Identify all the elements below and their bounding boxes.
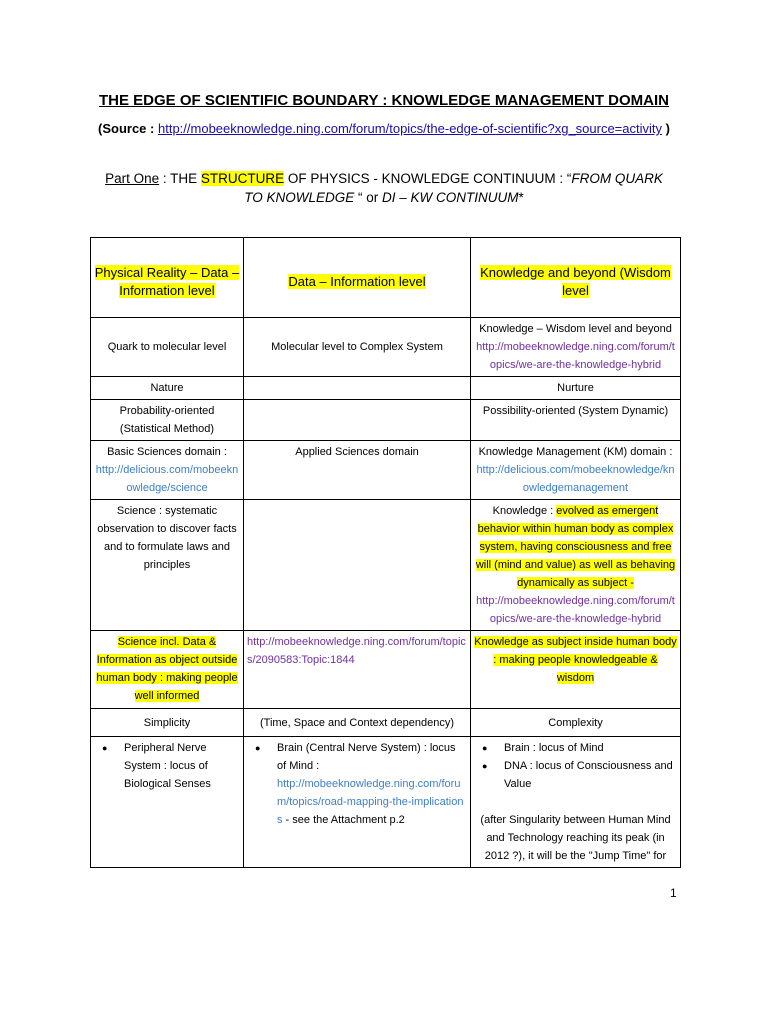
source-suffix: ) [665,121,670,136]
cell-quark-molecular: Quark to molecular level [91,318,244,377]
cell-empty [244,400,471,441]
part-one-heading [100,169,668,207]
cell-basic-sciences: Basic Sciences domain : http://delicious.com/mobeeknowledge/science [91,441,244,500]
hybrid-link-2[interactable]: http://mobeeknowledge.ning.com/forum/topics/we-are-the-knowledge-hybrid [476,595,675,625]
table-header-row [91,238,681,318]
table-row [91,709,681,737]
cell-brain-dna [471,737,681,868]
list-item: ● Peripheral Nerve System : locus of Biological Senses [94,739,240,793]
document-title: THE EDGE OF SCIENTIFIC BOUNDARY : KNOWLEDGE MANAGEMENT DOMAIN [99,92,669,109]
cell-science-object: Science incl. Data & Information as object outside human body : making people well informed [91,631,244,709]
topic-link[interactable]: http://mobeeknowledge.ning.com/forum/topics/2090583:Topic:1844 [247,636,466,666]
emergent-highlight: evolved as emergent behavior within human body as complex system, having consciousness and free will (mind and value) as well as behaving dynamically as subject - [475,505,676,589]
hybrid-link[interactable]: http://mobeeknowledge.ning.com/forum/topics/we-are-the-knowledge-hybrid [476,341,675,371]
cell-nature: Nature [91,377,244,400]
cell-molecular-complex: Molecular level to Complex System [244,318,471,377]
cell-km-domain: Knowledge Management (KM) domain : http://delicious.com/mobeeknowledge/knowledgemanagement [471,441,681,500]
cell-peripheral-nerve [91,737,244,868]
cell-nurture: Nurture [471,377,681,400]
cell-brain-cns [244,737,471,868]
table-row [91,441,681,500]
table-row [91,400,681,441]
list-item: ● Brain : locus of Mind [474,739,677,757]
table-row [91,631,681,709]
table-row [91,377,681,400]
km-link[interactable]: http://delicious.com/mobeeknowledge/knowledgemanagement [476,464,675,494]
cell-knowledge-definition: Knowledge : evolved as emergent behavior within human body as complex system, having consciousness and free will (mind and value) as well as behaving dynamically as subject - http://mobeeknowledge.ning.com/forum/topics/we-are-the-knowledge-hybrid [471,500,681,631]
cell-applied-sciences: Applied Sciences domain [244,441,471,500]
cell-knowledge-wisdom: Knowledge – Wisdom level and beyond http://mobeeknowledge.ning.com/forum/topics/we-are-the-knowledge-hybrid [471,318,681,377]
jump-time-text: (after Singularity between Human Mind and Technology reaching its peak (in 2012 ?), it will be the "Jump Time" for [480,814,671,862]
science-link[interactable]: http://delicious.com/mobeeknowledge/science [95,464,239,494]
header-data-information: Data – Information level [244,238,471,318]
table-row [91,500,681,631]
cell-probability: Probability-oriented (Statistical Method) [91,400,244,441]
part-one-end: * [518,190,524,205]
structure-highlight: STRUCTURE [200,171,285,186]
page-number: 1 [670,886,677,900]
part-one-rest: OF PHYSICS - KNOWLEDGE CONTINUUM : “ [284,171,572,186]
header-physical-reality: Physical Reality – Data – Information level [91,238,244,318]
cell-topic-link [244,631,471,709]
header-knowledge-wisdom: Knowledge and beyond (Wisdom level [471,238,681,318]
part-one-sep: : THE [159,171,201,186]
road-mapping-link[interactable]: http://mobeeknowledge.ning.com/forum/topics/road-mapping-the-implications [277,778,464,826]
list-item: ● DNA : locus of Consciousness and Value [474,757,677,793]
table-row [91,737,681,868]
part-one-mid: “ or [354,190,383,205]
cell-knowledge-subject: Knowledge as subject inside human body : making people knowledgeable & wisdom [471,631,681,709]
cell-dependency: (Time, Space and Context dependency) [244,709,471,737]
source-line [0,121,768,136]
source-link[interactable]: http://mobeeknowledge.ning.com/forum/topics/the-edge-of-scientific?xg_source=activity [157,121,662,136]
list-item: ● Brain (Central Nerve System) : locus of Mind : http://mobeeknowledge.ning.com/forum/topics/road-mapping-the-implications - see the Attachment p.2 [247,739,467,829]
cell-empty [244,377,471,400]
part-one-label: Part One [105,171,160,186]
table-row [91,318,681,377]
cell-empty [244,500,471,631]
di-kw-continuum: DI – KW CONTINUUM [382,190,519,205]
continuum-table [90,237,681,868]
source-prefix: (Source : [98,121,155,136]
quark-to-knowledge: FROM QUARK TO KNOWLEDGE [244,171,663,205]
cell-complexity: Complexity [471,709,681,737]
cell-simplicity: Simplicity [91,709,244,737]
cell-science-definition: Science : systematic observation to discover facts and to formulate laws and principles [91,500,244,631]
cell-possibility: Possibility-oriented (System Dynamic) [471,400,681,441]
